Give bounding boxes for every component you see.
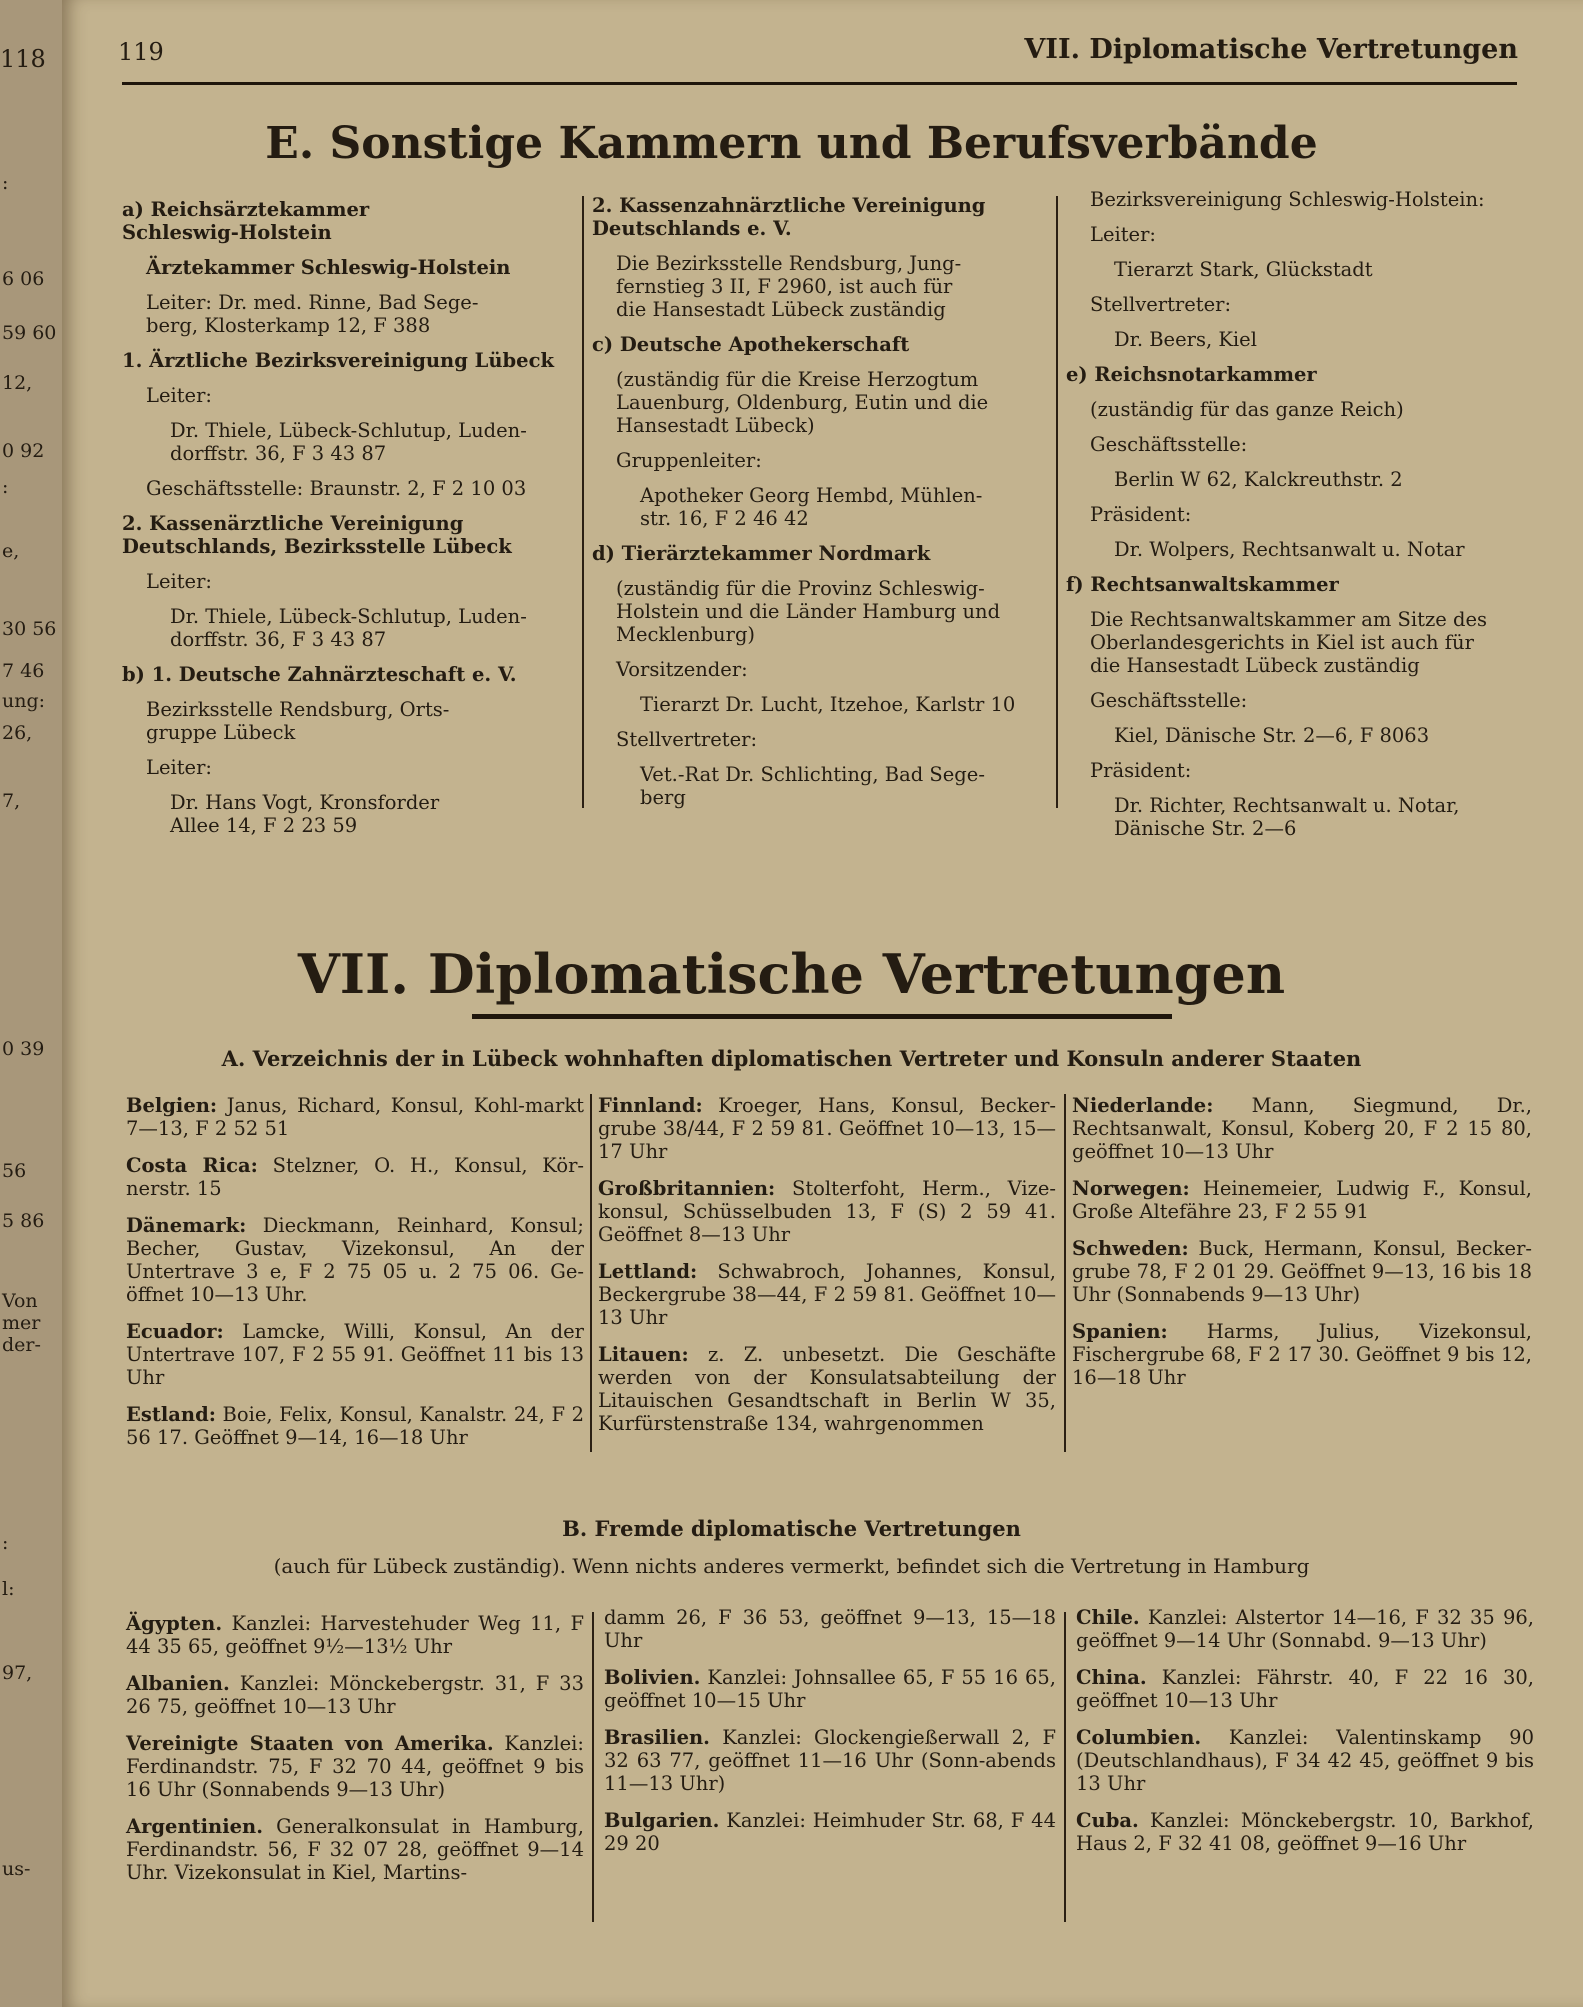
left-page-fragment: e, [2, 540, 20, 562]
left-page-fragment: 6 06 [2, 268, 45, 290]
country-name: Norwegen: [1072, 1177, 1190, 1200]
left-page-fragment: 7 46 [2, 660, 45, 682]
directory-entry [1072, 1094, 1532, 1163]
left-page-fragment: 5 86 [2, 1210, 45, 1232]
entry-text [1066, 608, 1524, 677]
text-line: Leiter: [1090, 223, 1156, 246]
left-page-fragment: der- [2, 1334, 41, 1356]
text-line: Holstein und die Länder Hamburg und [616, 600, 1001, 623]
list-b-column-1 [126, 1612, 584, 1898]
entry-heading [122, 663, 572, 686]
subsection-b-title: B. Fremde diplomatische Vertretungen [562, 1516, 1021, 1541]
country-name: Columbien. [1076, 1726, 1202, 1749]
text-line: Berlin W 62, Kalckreuthstr. 2 [1114, 468, 1403, 491]
text-line: Dr. Wolpers, Rechtsanwalt u. Notar [1114, 538, 1465, 561]
entry-details: Boie, Felix, Konsul, Kanalstr. 24, F 2 56 17. Geöffnet 9—14, 16—18 Uhr [126, 1403, 584, 1449]
directory-entry [1072, 1177, 1532, 1223]
entry-details: Kanzlei: Fährstr. 40, F 22 16 30, geöffnet 10—13 Uhr [1076, 1666, 1534, 1712]
directory-entry [126, 1320, 584, 1389]
entry-text [592, 368, 1052, 437]
entry-details: Harms, Julius, Vizekonsul, Fischergrube 68, F 2 17 30. Geöffnet 9 bis 12, 16—18 Uhr [1072, 1320, 1532, 1389]
entry-text [1066, 503, 1524, 526]
text-line: Leiter: [146, 570, 212, 593]
entry-heading [592, 333, 1052, 356]
country-name: Lettland: [598, 1260, 698, 1283]
country-name: Cuba. [1076, 1809, 1139, 1832]
entry-heading [122, 512, 572, 558]
text-line: Dr. Hans Vogt, Kronsforder [170, 791, 440, 814]
entry-heading [1066, 573, 1524, 596]
text-line: Leiter: Dr. med. Rinne, Bad Sege- [146, 291, 479, 314]
country-name: Spanien: [1072, 1320, 1168, 1343]
text-line: e) Reichsnotarkammer [1066, 363, 1317, 386]
entry-text [1066, 223, 1524, 246]
text-line: dorffstr. 36, F 3 43 87 [170, 442, 387, 465]
entry-text [1066, 468, 1524, 491]
text-line: Stellvertreter: [616, 728, 758, 751]
text-line: Bezirksstelle Rendsburg, Orts- [146, 698, 450, 721]
entry-text [122, 791, 572, 837]
left-page-fragment: 0 39 [2, 1038, 45, 1060]
left-page-fragment: l: [2, 1578, 15, 1600]
text-line: Vet.-Rat Dr. Schlichting, Bad Sege- [640, 763, 985, 786]
country-name: Finnland: [598, 1094, 703, 1117]
entry-details: Kroeger, Hans, Konsul, Becker-grube 38/44, F 2 59 81. Geöffnet 10—13, 15—17 Uhr [598, 1094, 1056, 1163]
entry-details: Heinemeier, Ludwig F., Konsul, Große Altefähre 23, F 2 55 91 [1072, 1177, 1532, 1223]
entry-heading [122, 349, 572, 372]
left-page-fragment: 7, [2, 790, 21, 812]
column-divider [1064, 1094, 1066, 1452]
entry-details: Generalkonsulat in Hamburg, Ferdinandstr. 56, F 32 07 28, geöffnet 9—14 Uhr. Vizekonsulat in Kiel, Martins- [126, 1815, 584, 1884]
text-line: 1. Ärztliche Bezirksvereinigung Lübeck [122, 349, 554, 372]
text-line: Schleswig-Holstein [122, 221, 332, 244]
country-name: Großbritannien: [598, 1177, 776, 1200]
directory-entry [126, 1672, 584, 1718]
entry-details: damm 26, F 36 53, geöffnet 9—13, 15—18 Uhr [604, 1606, 1056, 1652]
text-line: c) Deutsche Apothekerschaft [592, 333, 910, 356]
directory-entry [1072, 1237, 1532, 1306]
directory-entry [126, 1094, 584, 1140]
section-e-title: E. Sonstige Kammern und Berufsverbände [265, 118, 1318, 169]
entry-text [1066, 538, 1524, 561]
entry-text [1066, 293, 1524, 316]
text-line: Bezirksvereinigung Schleswig-Holstein: [1090, 188, 1485, 211]
text-line: Geschäftsstelle: Braunstr. 2, F 2 10 03 [146, 477, 527, 500]
text-line: Präsident: [1090, 503, 1192, 526]
text-line: Vorsitzender: [616, 658, 748, 681]
text-line: Leiter: [146, 384, 212, 407]
directory-entry [126, 1732, 584, 1801]
entry-details: Kanzlei: Johnsallee 65, F 55 16 65, geöffnet 10—15 Uhr [604, 1666, 1056, 1712]
entry-details: Kanzlei: Harvestehuder Weg 11, F 44 35 65, geöffnet 9½—13½ Uhr [126, 1612, 584, 1658]
header-rule [122, 82, 1517, 85]
country-name: Chile. [1076, 1606, 1140, 1629]
text-line: Gruppenleiter: [616, 449, 762, 472]
directory-entry [126, 1403, 584, 1449]
directory-entry [1072, 1320, 1532, 1389]
text-line: Stellvertreter: [1090, 293, 1232, 316]
entry-text [592, 763, 1052, 809]
text-line: Die Bezirksstelle Rendsburg, Jung- [616, 252, 962, 275]
country-name: Belgien: [126, 1094, 218, 1117]
text-line: d) Tierärztekammer Nordmark [592, 542, 931, 565]
text-line: Die Rechtsanwaltskammer am Sitze des [1090, 608, 1488, 631]
text-line: Präsident: [1090, 759, 1192, 782]
entry-text [122, 605, 572, 651]
country-name: Bulgarien. [604, 1809, 720, 1832]
country-name: Ecuador: [126, 1320, 224, 1343]
country-name: Dänemark: [126, 1214, 247, 1237]
left-page-fragment: : [2, 476, 9, 498]
text-line: (zuständig für die Kreise Herzogtum [616, 368, 979, 391]
directory-entry [604, 1726, 1056, 1795]
text-line: Hansestadt Lübeck) [616, 414, 815, 437]
list-b-column-2 [604, 1606, 1056, 1869]
text-line: 2. Kassenzahnärztliche Vereinigung [592, 194, 986, 217]
entry-text [1066, 794, 1524, 840]
text-line: berg, Klosterkamp 12, F 388 [146, 314, 431, 337]
entry-details: Kanzlei: Ferdinandstr. 75, F 32 70 44, geöffnet 9 bis 16 Uhr (Sonnabends 9—13 Uhr) [126, 1732, 584, 1801]
entry-details: Kanzlei: Glockengießerwall 2, F 32 63 77, geöffnet 11—16 Uhr (Sonn-abends 11—13 Uhr) [604, 1726, 1056, 1795]
entry-text [592, 252, 1052, 321]
entry-details: Kanzlei: Alstertor 14—16, F 32 35 96, geöffnet 9—14 Uhr (Sonnabd. 9—13 Uhr) [1076, 1606, 1534, 1652]
country-name: Argentinien. [126, 1815, 263, 1838]
entry-details: Lamcke, Willi, Konsul, An der Untertrave 107, F 2 55 91. Geöffnet 11 bis 13 Uhr [126, 1320, 584, 1389]
entry-text [122, 419, 572, 465]
text-line: f) Rechtsanwaltskammer [1066, 573, 1339, 596]
text-line: Mecklenburg) [616, 623, 756, 646]
list-b-column-3 [1076, 1606, 1534, 1869]
entry-details: Mann, Siegmund, Dr., Rechtsanwalt, Konsul, Koberg 20, F 2 15 80, geöffnet 10—13 Uhr [1072, 1094, 1532, 1163]
left-page-fragment: ung: [2, 690, 46, 712]
text-line: a) Reichsärztekammer [122, 198, 370, 221]
country-name: Niederlande: [1072, 1094, 1214, 1117]
entry-details: Stelzner, O. H., Konsul, Kör-nerstr. 15 [126, 1154, 584, 1200]
text-line: Deutschlands, Bezirksstelle Lübeck [122, 535, 512, 558]
left-page-fragment: : [2, 1532, 9, 1554]
page-number: 119 [118, 38, 164, 66]
country-name: Bolivien. [604, 1666, 701, 1689]
section-e-column-2 [592, 194, 1052, 821]
list-a-column-1 [126, 1094, 584, 1463]
text-line: Deutschlands e. V. [592, 217, 792, 240]
column-divider [582, 196, 584, 808]
title-underline [472, 1014, 1172, 1019]
entry-heading [122, 198, 572, 244]
entry-details: Buck, Hermann, Konsul, Becker-grube 78, F 2 01 29. Geöffnet 9—13, 16 bis 18 Uhr (Sonnabends 9—13 Uhr) [1072, 1237, 1532, 1306]
entry-details: Stolterfoht, Herm., Vize-konsul, Schüsselbuden 13, F (S) 2 59 41. Geöffnet 8—13 Uhr [598, 1177, 1056, 1246]
left-page-fragment: 26, [2, 722, 33, 744]
text-line: Dr. Beers, Kiel [1114, 328, 1257, 351]
section-e-column-1 [122, 198, 572, 849]
column-divider [592, 1612, 594, 1922]
subsection-a-title: A. Verzeichnis der in Lübeck wohnhaften diplomatischen Vertreter und Konsuln anderer Staaten [221, 1046, 1362, 1071]
left-page-fragment: mer [2, 1312, 41, 1334]
text-line: Allee 14, F 2 23 59 [170, 814, 358, 837]
entry-details: Janus, Richard, Konsul, Kohl-markt 7—13, F 2 52 51 [126, 1094, 584, 1140]
text-line: 2. Kassenärztliche Vereinigung [122, 512, 464, 535]
text-line: Leiter: [146, 756, 212, 779]
directory-entry [126, 1815, 584, 1884]
entry-text [1066, 258, 1524, 281]
entry-text [1066, 398, 1524, 421]
list-a-column-3 [1072, 1094, 1532, 1403]
text-line: fernstieg 3 II, F 2960, ist auch für [616, 275, 953, 298]
entry-text [592, 728, 1052, 751]
column-divider [1064, 1612, 1066, 1922]
directory-entry [604, 1809, 1056, 1855]
left-page-number: 118 [0, 45, 46, 73]
entry-text [1066, 188, 1524, 211]
text-line: b) 1. Deutsche Zahnärzteschaft e. V. [122, 663, 517, 686]
text-line: Geschäftsstelle: [1090, 433, 1248, 456]
directory-entry [604, 1666, 1056, 1712]
entry-details: Kanzlei: Heimhuder Str. 68, F 44 29 20 [604, 1809, 1056, 1855]
entry-text [592, 693, 1052, 716]
directory-entry [598, 1260, 1056, 1329]
country-name: Ägypten. [126, 1612, 223, 1635]
page-header [118, 34, 1518, 74]
country-name: Brasilien. [604, 1726, 710, 1749]
left-page-fragment: 0 92 [2, 440, 45, 462]
text-line: Dr. Richter, Rechtsanwalt u. Notar, [1114, 794, 1460, 817]
country-name: Schweden: [1072, 1237, 1189, 1260]
text-line: Dänische Str. 2—6 [1114, 817, 1297, 840]
list-a-column-2 [598, 1094, 1056, 1449]
text-line: dorffstr. 36, F 3 43 87 [170, 628, 387, 651]
country-name: Costa Rica: [126, 1154, 258, 1177]
text-line: Apotheker Georg Hembd, Mühlen- [640, 484, 983, 507]
text-line: berg [640, 786, 686, 809]
running-title: VII. Diplomatische Vertretungen [1024, 34, 1518, 65]
left-page-fragment: Von [2, 1290, 38, 1312]
text-line: str. 16, F 2 46 42 [640, 507, 809, 530]
directory-entry [126, 1214, 584, 1306]
text-line: Ärztekammer Schleswig-Holstein [146, 256, 511, 279]
subsection-b-note: (auch für Lübeck zuständig). Wenn nichts anderes vermerkt, befindet sich die Vertretung in Hamburg [273, 1554, 1310, 1578]
text-line: Kiel, Dänische Str. 2—6, F 8063 [1114, 724, 1430, 747]
left-page-fragment: 30 56 [2, 618, 57, 640]
entry-text [122, 477, 572, 500]
text-line: (zuständig für die Provinz Schleswig- [616, 577, 985, 600]
directory-entry [1076, 1666, 1534, 1712]
entry-heading [592, 542, 1052, 565]
text-line: (zuständig für das ganze Reich) [1090, 398, 1404, 421]
directory-entry [1076, 1809, 1534, 1855]
entry-text [592, 484, 1052, 530]
section-e-column-3 [1066, 188, 1524, 852]
country-name: Litauen: [598, 1343, 689, 1366]
entry-text [592, 577, 1052, 646]
directory-entry [598, 1094, 1056, 1163]
entry-heading [122, 256, 572, 279]
text-line: Tierarzt Dr. Lucht, Itzehoe, Karlstr 10 [640, 693, 1016, 716]
entry-details: z. Z. unbesetzt. Die Geschäfte werden von der Konsulatsabteilung der Litauischen Gesandtschaft in Berlin W 35, Kurfürstenstraße 134, wahrgenommen [598, 1343, 1056, 1435]
country-name: Estland: [126, 1403, 216, 1426]
text-line: Geschäftsstelle: [1090, 689, 1248, 712]
directory-entry [604, 1606, 1056, 1652]
entry-text [1066, 433, 1524, 456]
left-page-fragment: 12, [2, 372, 33, 394]
entry-heading [592, 194, 1052, 240]
left-page-fragment: : [2, 172, 9, 194]
directory-entry [1076, 1726, 1534, 1795]
entry-text [1066, 328, 1524, 351]
directory-entry [598, 1343, 1056, 1435]
entry-details: Kanzlei: Valentinskamp 90 (Deutschlandhaus), F 34 42 45, geöffnet 9 bis 13 Uhr [1076, 1726, 1534, 1795]
entry-text [592, 658, 1052, 681]
country-name: Albanien. [126, 1672, 230, 1695]
directory-entry [126, 1612, 584, 1658]
left-page-fragment: us- [2, 1858, 31, 1880]
entry-heading [1066, 363, 1524, 386]
text-line: Lauenburg, Oldenburg, Eutin und die [616, 391, 989, 414]
entry-details: Dieckmann, Reinhard, Konsul; Becher, Gustav, Vizekonsul, An der Untertrave 3 e, F 2 75 05 u. 2 75 06. Ge-öffnet 10—13 Uhr. [126, 1214, 584, 1306]
text-line: die Hansestadt Lübeck zuständig [616, 298, 946, 321]
entry-details: Schwabroch, Johannes, Konsul, Beckergrube 38—44, F 2 59 81. Geöffnet 10—13 Uhr [598, 1260, 1056, 1329]
section-vii-title: VII. Diplomatische Vertretungen [297, 942, 1286, 1006]
entry-text [1066, 724, 1524, 747]
column-divider [590, 1094, 592, 1452]
entry-text [122, 698, 572, 744]
directory-entry [1076, 1606, 1534, 1652]
entry-text [592, 449, 1052, 472]
directory-entry [126, 1154, 584, 1200]
text-line: die Hansestadt Lübeck zuständig [1090, 654, 1420, 677]
left-page-fragment: 97, [2, 1662, 33, 1684]
text-line: Tierarzt Stark, Glückstadt [1114, 258, 1373, 281]
left-page-fragment: 56 [2, 1160, 27, 1182]
text-line: Oberlandesgerichts in Kiel ist auch für [1090, 631, 1474, 654]
entry-text [122, 291, 572, 337]
text-line: gruppe Lübeck [146, 721, 296, 744]
entry-details: Kanzlei: Mönckebergstr. 31, F 33 26 75, geöffnet 10—13 Uhr [126, 1672, 584, 1718]
entry-text [122, 756, 572, 779]
entry-details: Kanzlei: Mönckebergstr. 10, Barkhof, Haus 2, F 32 41 08, geöffnet 9—16 Uhr [1076, 1809, 1534, 1855]
entry-text [1066, 759, 1524, 782]
country-name: Vereinigte Staaten von Amerika. [126, 1732, 494, 1755]
directory-entry [598, 1177, 1056, 1246]
left-page-fragment: 59 60 [2, 322, 57, 344]
entry-text [1066, 689, 1524, 712]
country-name: China. [1076, 1666, 1147, 1689]
column-divider [1056, 196, 1058, 808]
entry-text [122, 570, 572, 593]
text-line: Dr. Thiele, Lübeck-Schlutup, Luden- [170, 419, 527, 442]
entry-text [122, 384, 572, 407]
text-line: Dr. Thiele, Lübeck-Schlutup, Luden- [170, 605, 527, 628]
